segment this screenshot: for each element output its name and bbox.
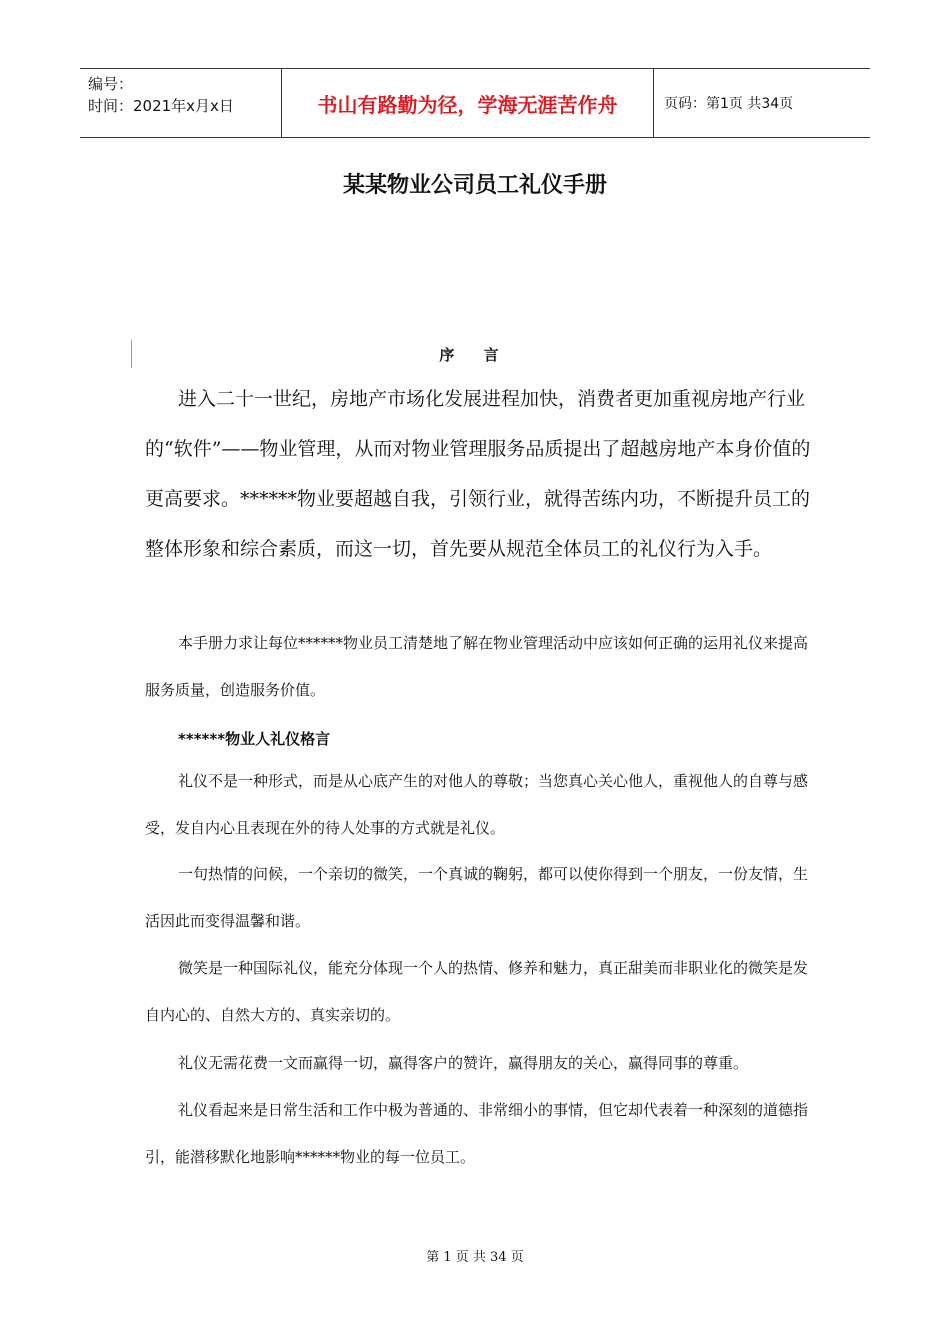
page-footer: 第 1 页 共 34 页: [426, 1250, 524, 1265]
header-table: [80, 68, 870, 138]
header-meta: [80, 69, 281, 137]
motto-heading: ******物业人礼仪格言: [178, 730, 331, 748]
document-title: 某某物业公司员工礼仪手册: [342, 173, 607, 198]
preface-title: 序 言: [439, 346, 511, 364]
header-motto: 书山有路勤为径，学海无涯苦作舟: [281, 69, 654, 137]
paragraph-intro: 进入二十一世纪，房地产市场化发展进程加快，消费者更加重视房地产行业的“软件”——物业管理，从而对物业管理服务品质提出了超越房地产本身价值的更高要求。******物业要超越自我，引领行业，就得苦练内功，不断提升员工的整体形象和综合素质，而这一切，首先要从规范全体员工的礼仪行为入手。: [145, 388, 811, 560]
time-label: 时间：2021年x月x日: [88, 97, 234, 115]
paragraph-purpose: 本手册力求让每位******物业员工清楚地了解在物业管理活动中应该如何正确的运用礼仪来提高服务质量，创造服务价值。: [145, 634, 809, 699]
paragraph-smile: 微笑是一种国际礼仪，能充分体现一个人的热情、修养和魅力，真正甜美而非职业化的微笑是发自内心的、自然大方的、真实亲切的。: [145, 959, 809, 1024]
paragraph-etiquette-definition: 礼仪不是一种形式，而是从心底产生的对他人的尊敬；当您真心关心他人，重视他人的自尊与感受，发自内心且表现在外的待人处事的方式就是礼仪。: [145, 772, 809, 837]
paragraph-moral: 礼仪看起来是日常生活和工作中极为普通的、非常细小的事情，但它却代表着一种深刻的道德指引，能潜移默化地影响******物业的每一位员工。: [145, 1101, 809, 1166]
number-label: 编号：: [88, 75, 134, 93]
paragraph-greeting: 一句热情的问候，一个亲切的微笑，一个真诚的鞠躬，都可以使你得到一个朋友，一份友情，生活因此而变得温馨和谐。: [145, 865, 809, 930]
paragraph-cost: 礼仪无需花费一文而赢得一切，赢得客户的赞许，赢得朋友的关心，赢得同事的尊重。: [178, 1054, 749, 1072]
header-page-info: 页码：第1页 共34页: [664, 96, 794, 112]
